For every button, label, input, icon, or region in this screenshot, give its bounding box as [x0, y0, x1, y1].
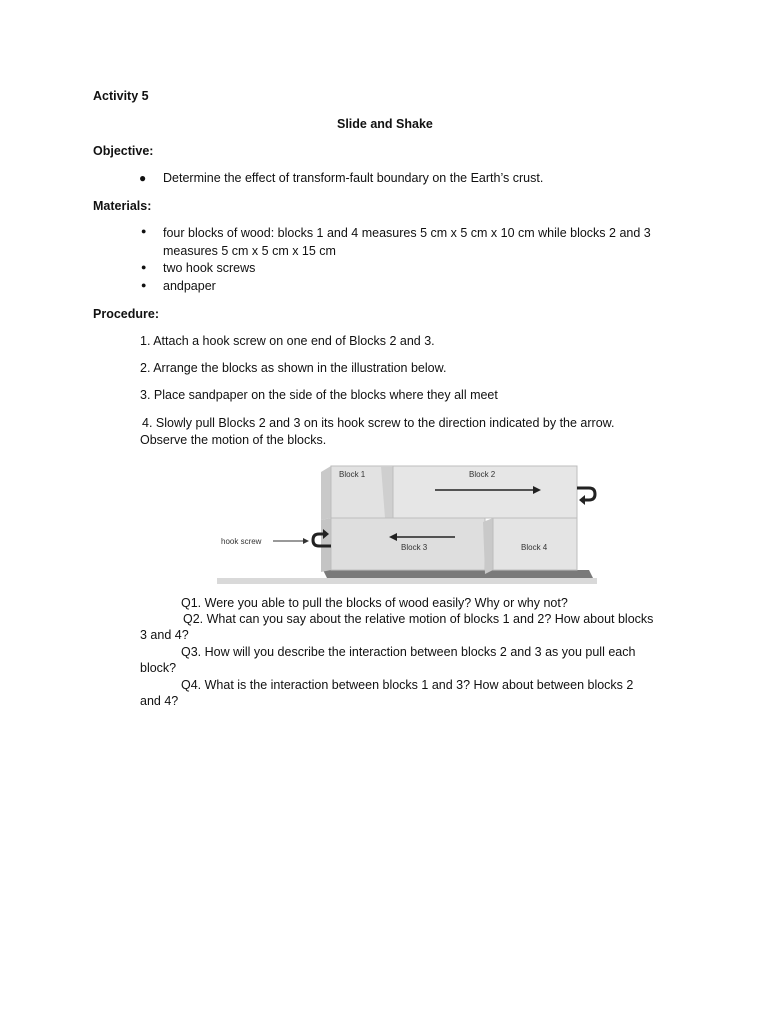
materials-heading: Materials: — [93, 199, 152, 213]
question-1: Q1. Were you able to pull the blocks of wood easily? Why or why not? — [181, 596, 568, 610]
question-4-continued: and 4? — [140, 694, 179, 708]
block-2-label: Block 2 — [469, 470, 496, 479]
block-3-label: Block 3 — [401, 543, 428, 552]
procedure-step-continued: Observe the motion of the blocks. — [140, 433, 327, 447]
question-4: Q4. What is the interaction between blocks 1 and 3? How about between blocks 2 — [181, 678, 634, 692]
arrow-head-icon — [303, 538, 309, 544]
bullet-icon: ● — [141, 280, 147, 290]
procedure-step: 1. Attach a hook screw on one end of Blocks 2 and 3. — [140, 334, 435, 348]
hook-screw-label: hook screw — [221, 537, 262, 546]
hook-screw-icon — [577, 488, 595, 500]
materials-item: four blocks of wood: blocks 1 and 4 measures 5 cm x 5 cm x 10 cm while blocks 2 and 3 — [163, 226, 651, 240]
page-title: Slide and Shake — [337, 117, 433, 131]
materials-item: two hook screws — [163, 261, 256, 275]
question-2: Q2. What can you say about the relative motion of blocks 1 and 2? How about blocks — [183, 612, 654, 626]
activity-label: Activity 5 — [93, 89, 149, 103]
hook-tip-icon — [579, 495, 585, 505]
procedure-step: 2. Arrange the blocks as shown in the illustration below. — [140, 361, 447, 375]
materials-item-continued: measures 5 cm x 5 cm x 15 cm — [163, 244, 336, 258]
procedure-heading: Procedure: — [93, 307, 159, 321]
block-1-label: Block 1 — [339, 470, 366, 479]
block-1-side — [321, 466, 331, 520]
base-shadow — [323, 570, 593, 578]
question-3-continued: block? — [140, 661, 177, 675]
bullet-icon: ● — [141, 262, 147, 272]
question-3: Q3. How will you describe the interaction between blocks 2 and 3 as you pull each — [181, 645, 636, 659]
materials-item: andpaper — [163, 279, 216, 293]
blocks-illustration — [217, 458, 597, 584]
objective-item: Determine the effect of transform-fault boundary on the Earth’s crust. — [163, 171, 544, 185]
question-2-continued: 3 and 4? — [140, 628, 189, 642]
procedure-step: 3. Place sandpaper on the side of the blocks where they all meet — [140, 388, 498, 402]
objective-heading: Objective: — [93, 144, 154, 158]
procedure-step: 4. Slowly pull Blocks 2 and 3 on its hook screw to the direction indicated by the arrow. — [142, 416, 615, 430]
bullet-icon: ● — [139, 171, 147, 185]
block-4-label: Block 4 — [521, 543, 548, 552]
bullet-icon: ● — [141, 226, 147, 236]
